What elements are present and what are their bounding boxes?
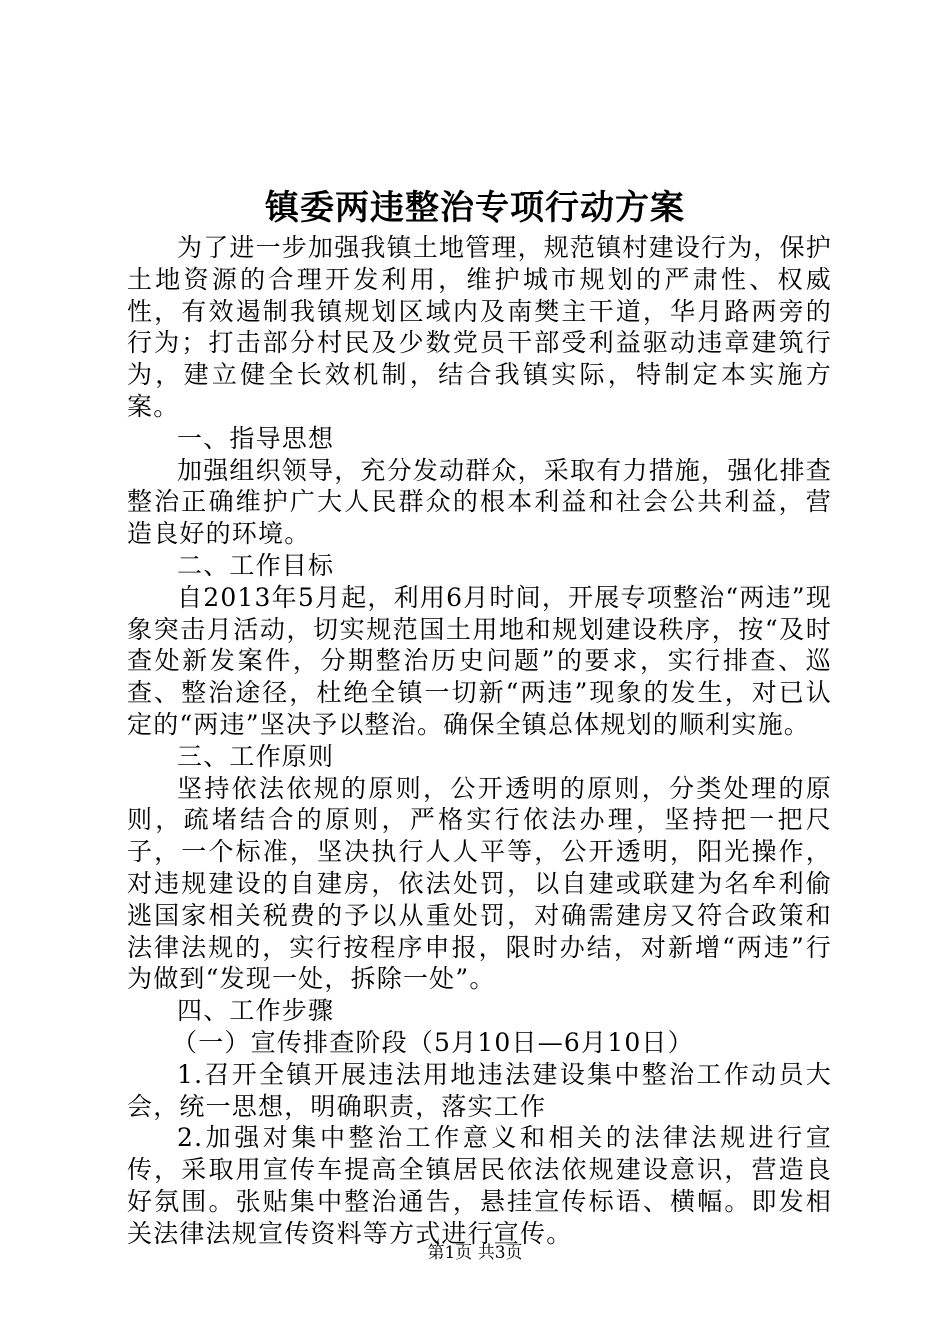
subsection-heading-publicity-stage: （一）宣传排查阶段（5月10日—6月10日） (172, 1027, 694, 1057)
page-number-footer: 第1页 共3页 (427, 1243, 523, 1263)
section-heading-work-steps: 四、工作步骤 (177, 996, 335, 1026)
section-heading-work-goals: 二、工作目标 (177, 550, 335, 580)
list-item-step-2: 2.加强对集中整治工作意义和相关的法律法规进行宣传，采取用宣传车提高全镇居民依法依规建设意识，营造良好氛围。张贴集中整治通告，悬挂宣传标语、横幅。即发相关法律法规宣传资料等方式进行宣传。 (127, 1123, 832, 1248)
list-item-step-1: 1.召开全镇开展违法用地违法建设集中整治工作动员大会，统一思想，明确职责，落实工作 (127, 1059, 832, 1121)
paragraph-work-goals: 自2013年5月起，利用6月时间，开展专项整治“两违”现象突击月活动，切实规范国土用地和规划建设秩序，按“及时查处新发案件，分期整治历史问题”的要求，实行排查、巡查、整治途径，杜绝全镇一切新“两违”现象的发生，对已认定的“两违”坚决予以整治。确保全镇总体规划的顺利实施。 (127, 582, 832, 739)
section-heading-guiding-ideology: 一、指导思想 (177, 423, 335, 453)
document-title: 镇委两违整治专项行动方案 (265, 188, 685, 228)
section-heading-work-principles: 三、工作原则 (177, 741, 335, 771)
paragraph-intro: 为了进一步加强我镇土地管理，规范镇村建设行为，保护土地资源的合理开发利用，维护城市规划的严肃性、权威性，有效遏制我镇规划区域内及南樊主干道，华月路两旁的行为；打击部分村民及少数党员干部受利益驱动违章建筑行为，建立健全长效机制，结合我镇实际，特制定本实施方案。 (127, 233, 833, 421)
paragraph-work-principles: 坚持依法依规的原则，公开透明的原则，分类处理的原则，疏堵结合的原则，严格实行依法办理，坚持把一把尺子，一个标准，坚决执行人人平等，公开透明，阳光操作，对违规建设的自建房，依法处罚，以自建或联建为名牟利偷逃国家相关税费的予以从重处罚，对确需建房又符合政策和法律法规的，实行按程序申报，限时办结，对新增“两违”行为做到“发现一处，拆除一处”。 (127, 773, 832, 994)
paragraph-guiding-ideology: 加强组织领导，充分发动群众，采取有力措施，强化排查整治正确维护广大人民群众的根本利益和社会公共利益，营造良好的环境。 (127, 455, 833, 549)
document-body (127, 232, 832, 1250)
